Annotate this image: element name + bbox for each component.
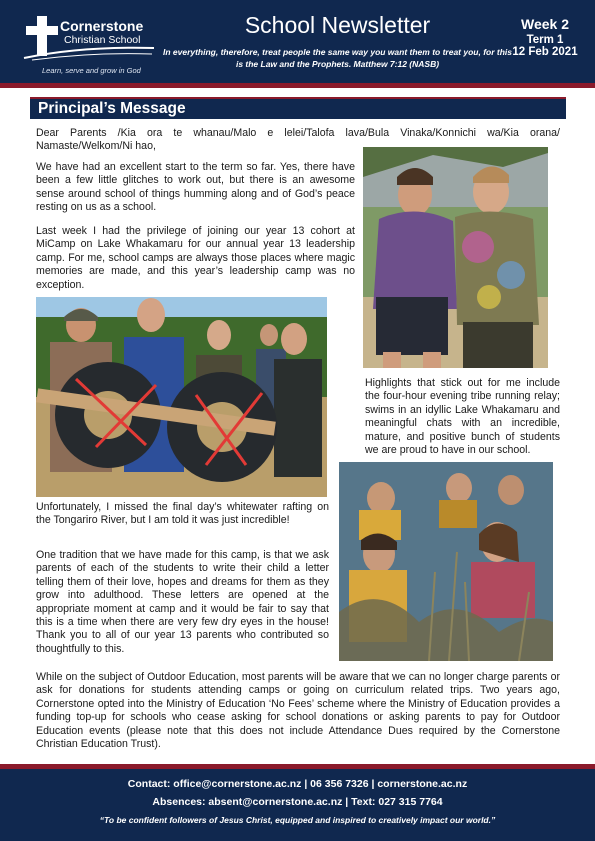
paragraph-letters-tradition: One tradition that we have made for this camp, is that we ask parents of each of the students to write their child a letter telling them of their love, hopes and dreams for them as they grow into adulthood. These letters are opened at the appropriate moment at camp and it would be fair to say that this is a time when there are very few dry eyes in the house! Thank you to all of our year 13 parents who contributed so thoughtfully to this. xyxy=(36,549,329,655)
photo-students-colour-run xyxy=(363,147,548,368)
term-label: Term 1 xyxy=(526,34,564,46)
week-label: Week 2 xyxy=(521,16,569,32)
paragraph-highlights: Highlights that stick out for me include the four-hour evening tribe running relay; swims in an idyllic Lake Whakamaru and meaningful chats with an incredible, mature, and positive bunch of students we are proud to have in our school. xyxy=(365,377,560,457)
header-divider xyxy=(0,83,595,88)
school-logo xyxy=(22,12,162,77)
paragraph-start-of-term: We have had an excellent start to the term so far. Yes, there have been a few little glitches to work out, but there is an awesome sense around school of things humming along and of God’s peace resting on us as a school. xyxy=(36,161,355,214)
paragraph-leadership-camp: Last week I had the privilege of joining our year 13 cohort at MiCamp on Lake Whakamaru for our annual year 13 leadership camp. For me, school camps are always those places where magic memories are made, and this year’s leadership camp was no exception. xyxy=(36,225,355,291)
footer-contact: Contact: office@cornerstone.ac.nz | 06 356 7326 | cornerstone.ac.nz xyxy=(127,778,468,790)
section-heading-bar xyxy=(30,97,566,119)
logo-name-line2: Christian School xyxy=(64,34,141,46)
logo-tagline: Learn, serve and grow in God xyxy=(42,66,141,75)
footer-absences: Absences: absent@cornerstone.ac.nz | Text: 027 315 7764 xyxy=(152,796,443,808)
logo-name-line1: Cornerstone xyxy=(60,18,144,34)
photo-students-inner-tubes xyxy=(36,297,327,497)
issue-date: 12 Feb 2021 xyxy=(512,46,578,58)
header-verse: In everything, therefore, treat people the same way you want them to treat you, for this is the Law and the Prophets. Matthew 7:12 (NASB) xyxy=(162,47,513,69)
issue-info xyxy=(505,16,585,58)
newsletter-title: School Newsletter xyxy=(244,12,431,38)
section-heading: Principal’s Message xyxy=(38,100,186,117)
greeting-paragraph: Dear Parents /Kia ora te whanau/Malo e lelei/Talofa lava/Bula Vinaka/Konnichi wa/Kia orana/ Namaste/Welkom/Ni hao, xyxy=(36,127,560,153)
footer-motto: “To be confident followers of Jesus Christ, equipped and inspired to creatively impact our world.” xyxy=(99,815,496,825)
paragraph-rafting: Unfortunately, I missed the final day’s whitewater rafting on the Tongariro River, but I am told it was just incredible! xyxy=(36,501,329,527)
photo-students-in-lake xyxy=(339,462,553,661)
footer-divider xyxy=(0,764,595,769)
swoosh-icon xyxy=(22,42,157,62)
paragraph-outdoor-education: While on the subject of Outdoor Education, most parents will be aware that we can no longer charge parents or ask for donations for students attending camps or going on curriculum related trips. Two years ago, Cornerstone opted into the Ministry of Education ‘No Fees’ scheme where the Ministry of Education provides a funding top-up for schools who cease asking for school donations or asking parents to pay for Outdoor Education events (please note that this does not include Attendance Dues required by the Cornerstone Christian Education Trust). xyxy=(36,671,560,751)
